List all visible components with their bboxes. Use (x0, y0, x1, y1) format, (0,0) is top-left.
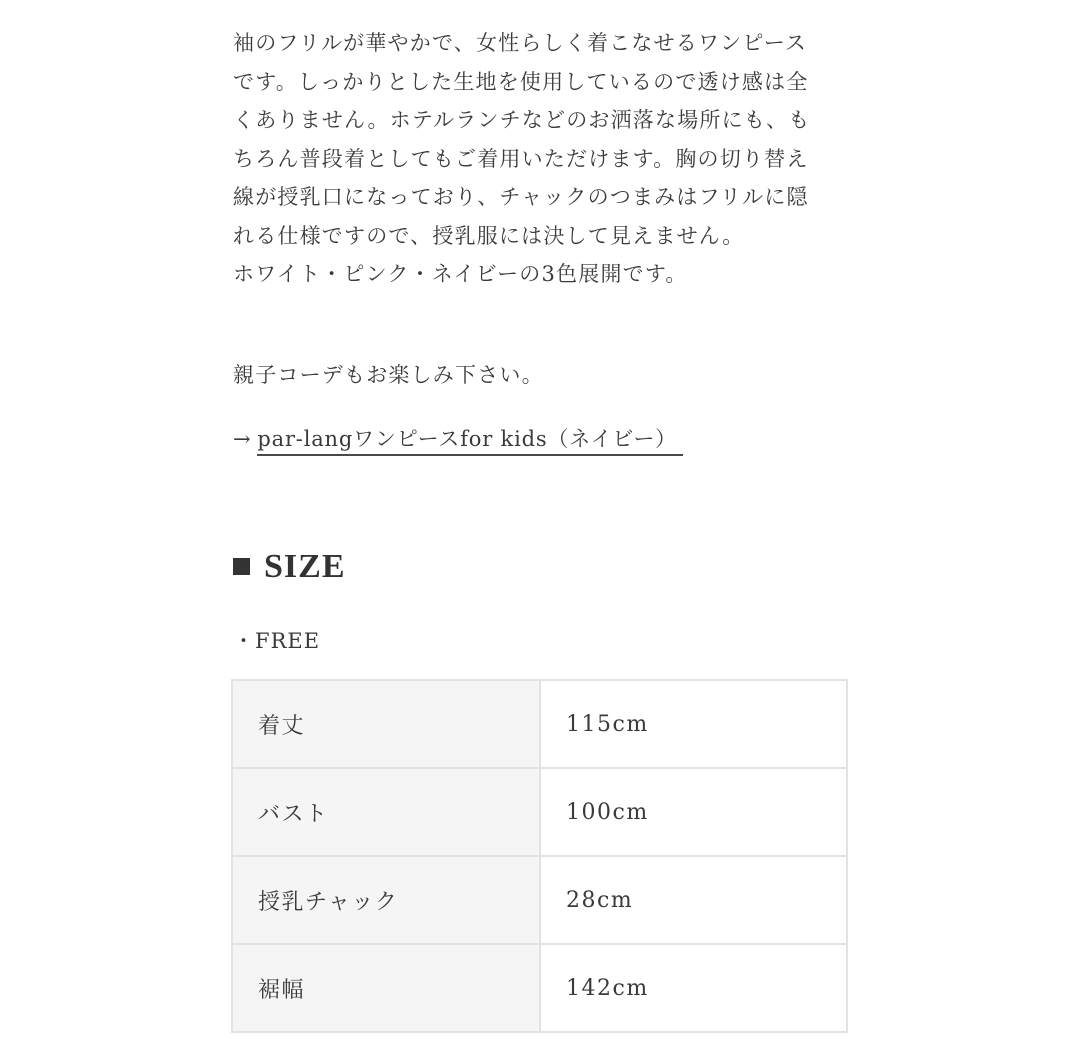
arrow-right-icon: → (233, 427, 252, 451)
description-line: れる仕様ですので、授乳服には決して見えません。 (233, 223, 745, 248)
measurement-label: 着丈 (232, 680, 540, 768)
description-line: です。しっかりとした生地を使用しているので透け感は全 (233, 69, 809, 94)
kids-dress-link-row (233, 423, 683, 453)
size-free-label: ・FREE (233, 629, 321, 653)
size-heading-text: SIZE (264, 548, 346, 585)
product-description (233, 24, 853, 294)
description-line: 線が授乳口になっており、チャックのつまみはフリルに隠 (233, 185, 809, 209)
measurement-label: 裾幅 (232, 944, 540, 1032)
table-row (232, 856, 847, 944)
description-line: ちろん普段着としてもご着用いただけます。胸の切り替え (233, 146, 809, 171)
measurement-label: バスト (232, 768, 540, 856)
description-line: 袖のフリルが華やかで、女性らしく着こなせるワンピース (233, 31, 808, 55)
table-row (232, 680, 847, 768)
measurement-value: 142cm (540, 944, 847, 1032)
description-line: ホワイト・ピンク・ネイビーの3色展開です。 (233, 262, 688, 286)
table-row (232, 944, 847, 1032)
table-row (232, 768, 847, 856)
size-table (231, 679, 848, 1033)
size-heading (233, 548, 346, 586)
measurement-label: 授乳チャック (232, 856, 540, 944)
measurement-value: 28cm (540, 856, 847, 944)
coordinate-note: 親子コーデもお楽しみ下さい。 (233, 363, 544, 387)
kids-dress-link[interactable]: par-langワンピースfor kids（ネイビー） (257, 427, 683, 456)
measurement-value: 100cm (540, 768, 847, 856)
measurement-value: 115cm (540, 680, 847, 768)
square-bullet-icon (233, 558, 250, 575)
description-line: くありません。ホテルランチなどのお洒落な場所にも、も (233, 108, 811, 132)
